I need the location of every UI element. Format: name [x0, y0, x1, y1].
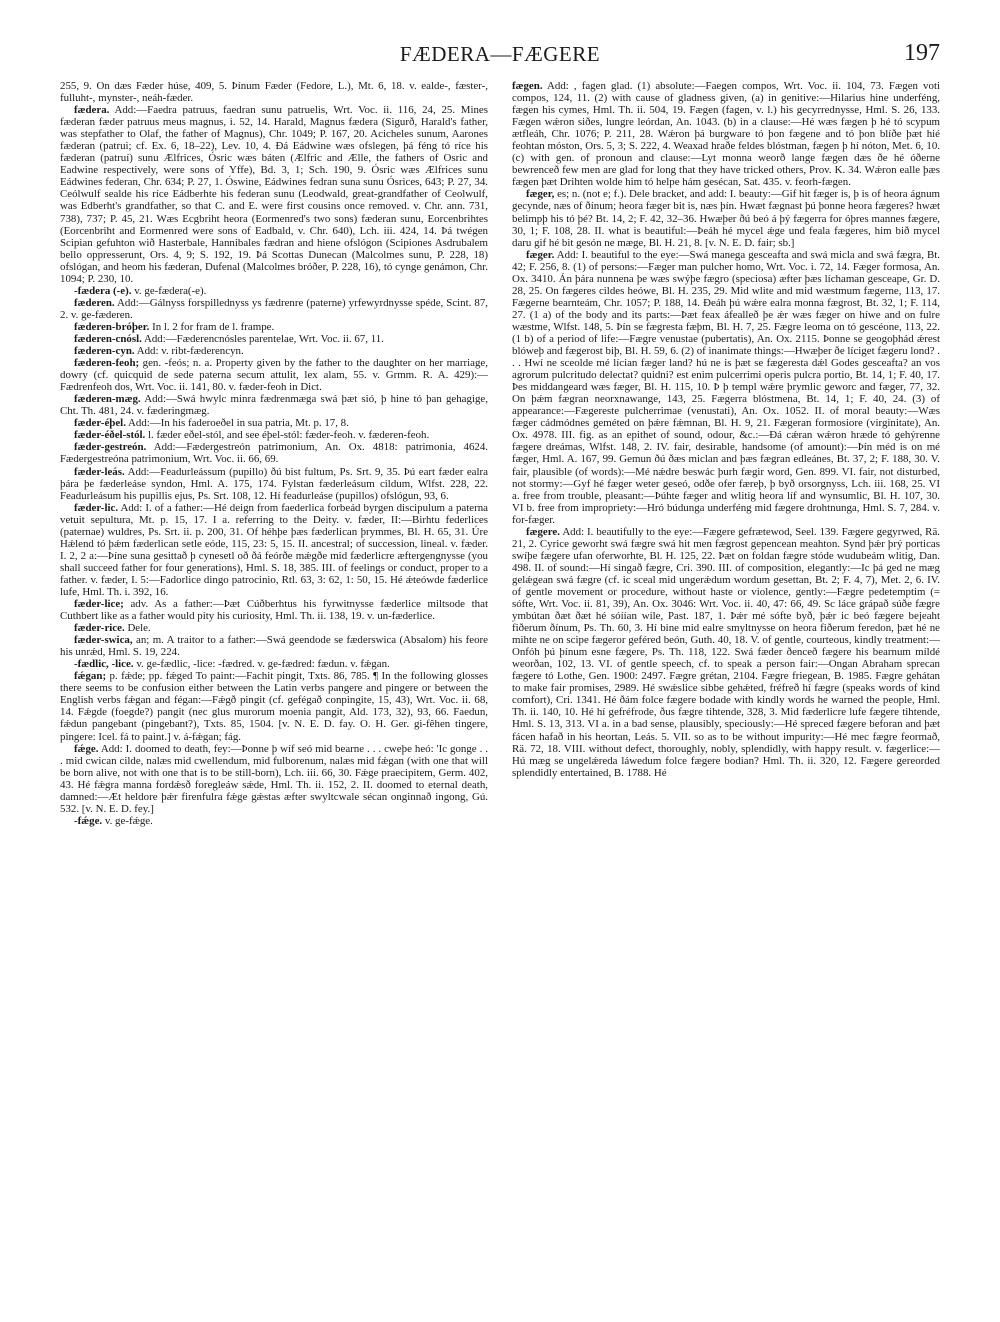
entry-headword: fæderen-cyn. — [74, 345, 135, 358]
dictionary-entry — [512, 188, 940, 248]
text-columns — [60, 80, 940, 1290]
entry-headword: fæderen-cnósl. — [74, 332, 142, 345]
entry-text: Add: v. ribt-fæderencyn. — [136, 345, 244, 358]
entry-text: es; n. (not e; f.). Dele bracket, and add: I. beauty:—Gif hit fæger is, þ is of heora ágnum gecynde, næs of ðínum; heora fæger bit is, næs þín. Hwæt fægnast þú þonne heora fægeres? hwæt belimpþ his tó þé? Bt. 14, 2; F. 42, 32–36. Hwæþer ðú beó á þý fægerra for óþres mannes fægere, 30, 1; F. 108, 28. II. what is beautiful:—Þeáh hé mycel ǽge und feala fægeres, him bið mycel daru gif hé bit gesón ne mæge, Bl. H. 21, 8. [v. N. E. D. fair; sb.] — [512, 188, 940, 249]
entry-headword: fæder-éþel. — [74, 417, 126, 430]
dictionary-entry — [60, 670, 488, 742]
entry-text: v. ge-fædlic, -lice: -fædred. v. ge-fædred: fædun. v. fǽgan. — [136, 658, 390, 671]
entry-headword: fæderen-bróþer. — [74, 320, 150, 333]
entry-headword: fæder-éðel-stól. — [74, 429, 146, 442]
entry-text: Add: I. doomed to death, fey:—Þonne þ wíf seó mid bearne . . . cweþe heó: 'Ic gonge . . . mid cwican cilde, nalæs mid cwellendum, mid fulborenum, nalæs mid fǽgan (with one that will be born alive, not with one that is to be still-born), Lch. iii. 66, 30. Fǽge praecipitem, Germ. 402, 43. Hé fǽgra manna fordǽsð foregleáw sǽde, Hml. Th. ii. 152, 2. II. doomed to eternal death, damned:—Æt heldore þǽr firenfulra fǽge gǽstas æfter swyltcwale sécan onginnað ingong, Gú. 532. [v. N. E. D. fey.] — [60, 742, 488, 815]
dictionary-entry — [60, 321, 488, 333]
entry-headword: fægere. — [526, 525, 560, 538]
entry-headword: -fǽge. — [74, 814, 103, 827]
dictionary-entry — [60, 285, 488, 297]
dictionary-entry — [60, 333, 488, 345]
entry-headword: fæder-leás. — [74, 465, 125, 478]
dictionary-entry — [60, 441, 488, 465]
dictionary-entry — [60, 658, 488, 670]
entry-headword: fæger, — [526, 188, 555, 201]
dictionary-entry — [60, 104, 488, 285]
entry-headword: fæder-swica, — [74, 634, 133, 647]
dictionary-entry — [60, 80, 488, 104]
entry-text: Add:—Swá hwylc minra fædrenmæga swá þæt sió, þ hine tó þan gehagige, Cht. Th. 481, 24. v. fæderingmæg. — [60, 393, 488, 418]
entry-text: 255, 9. On dæs Fæder húse, 409, 5. Þínum Fæder (Fedore, L.), Mt. 6, 18. v. ealde-, fæster-, fulluht-, mynster-, neáh-fæder. — [60, 80, 488, 105]
dictionary-entry — [60, 598, 488, 622]
entry-text: Add: I. beautiful to the eye:—Swá manega gesceafta and swá micla and swá fægra, Bt. 42; F. 256, 8. (1) of persons:—Fæger man pulcher homo, Wrt. Voc. i. 72, 14. Fæger formosa, An. Ox. 3410. Án þára nunnena þe wæs swýþe fægro (speciosa) æfter þæs líchaman gesceape, Gr. D. 28, 25. On fægeres cildes heówe, Bl. H. 235, 29. Mid wlite and mid wæstmum fægerne, 113, 17. Fægerne bearnteám, Chr. 1057; P. 188, 14. Đeáh þú wǽre ealra monna fægrost, Bt. 32, 1; F. 114, 27. (1 a) of the body and its parts:—Þæt feax áfealleð þe ǽr wæs fæger on híwe and on fulre wæstme, Wlfst. 148, 5. Þín se fægresta fæþm, Bl. H. 7, 25. Fægre leoma on tó gescéone, 113, 22. (1 b) of a period of life:—Fægre venustae (pubertatis), An. Ox. 2115. Þonne se geogoþhád ǽrest blóweþ and fægerost biþ, Bl. H. 59, 6. (2) of inanimate things:—Hwæþer ðe líciget fægeru lond? . . . Hwí ne sceolde mé lícian fæger land? hú ne is þæt se fægeresta dǽl Godes gesceafta? an vos agrorum pulcritudo delectat? quidni? est enim pulcerrimi operis pulcra portio, Bt. 14, 1; F. 40, 17. Þes middangeard wæs fæger, Bl. H. 115, 10. Þ þ templ wǽre þrymlic geworc and fæger, 77, 32. On þǽm fægran neorxnawange, 143, 25. Fægerra blóstmena, Bt. 14, 1; F. 40, 24. (3) of appearance:—Fægereste pulcherrimae (venustati), An. Ox. 1052. II. of moral beauty:—Wæs fæger cádmódnes geméted on þǽre fǽmnan, Bl. H. 9, 21. Fægeran formosiore (virginitate), An. Ox. 4978. III. fig. as an epithet of sound, odour, &c.:—Đá cǽran wǽron hræde tó gehýrenne fægere dreámas, Wlfst. 148, 2. IV. fair, desirable, handsome (of amount):—Þín méd is on mé fæger, Hml. A. 167, 99. Gemun ðú ðæs miclan and þæs fægran edleánes, Bt. 37, 2; F. 188, 30. V. fair, plausible (of words):—Mé nǽdre beswác þurh fægir word, Gen. 899. VI. fair, not disturbed, not stormy:—Gyf hé fæger weter geseó, odðe ofer færeþ, þ byð orsorgnyss, Lch. iii. 168, 25. VI a. free from trouble, pleasant:—Þúhte fæger and wlitig heora líf and wynsumlic, Bl. H. 107, 30. VI b. free from impropriety:—Hró búdunga underféng mid fægere drohtnunga, Hml. S. 7, 284. v. for-fæger. — [512, 248, 940, 526]
entry-text: p. fǽde; pp. fǽged To paint:—Fachit pingit, Txts. 86, 785. ¶ In the following glosses there seems to be confusion either between the Latin verbs pangere and pingere or between the English verbs fǽgan and fégan:—Fǽgð pingit (cf. gefégað conpingite, 15, 43), Wrt. Voc. ii. 68, 14. Fǽgde (foegde?) pangit (nec glus murorum moenia pangit, Ald. 173, 32), 93, 66. Faedun, fǽdun pangebant (pingebant?), Txts. 85, 1504. [v. N. E. D. fay. O. H. Ger. gi-fêhen tingere, pingere: Icel. fá to paint.] v. á-fǽgan; fág. — [60, 670, 488, 743]
dictionary-entry — [60, 815, 488, 827]
dictionary-entry — [60, 345, 488, 357]
entry-headword: fǽge. — [74, 742, 99, 755]
dictionary-entry — [60, 466, 488, 502]
dictionary-entry — [60, 393, 488, 417]
entry-text: Add:—Fæderencnósles parentelae, Wrt. Voc. ii. 67, 11. — [143, 332, 384, 345]
entry-text: Add:—Feadurleássum (pupillo) ðú bist fultum, Ps. Srt. 9, 35. Þú eart fæder ealra þára þe fæderleáse syndon, Hml. A. 175, 174. Fylstan fæderleásum cildum, Wlfst. 228, 22. Feadurleásum his pupillis ejus, Ps. Srt. 108, 12. Hí feadurleáse (pupillos) ofslógun, 93, 6. — [60, 465, 488, 502]
dictionary-entry — [512, 249, 940, 526]
entry-text: Add:—Faedra patruus, faedran sunu patruelis, Wrt. Voc. ii. 116, 24, 25. Mines fæderan fæder patruus meus magnus, i. 52, 14. Harald, Magnus fædera (Sigurð, Harald's father, was stepfather to Olaf, the father of Magnus), Chr. 1049; P. 167, 20. Acicheles sunum, Aarones fæderan (patrui; cf. Ex. 6, 18–22), Lev. 10, 4. Đá Eádwine wæs ofslegen, þá féng tó ríce his fæderan (patruí) sunu Ælfrices, Ósric wæs báten (Ælfric and Ælle, the fathers of Osric and Eadwine respectively, were sons of Yffe), Bd. 3, 1; Sch. 190, 9. Ósric wæs Ælfrices sunu Eádwines federan, Chr. 634; P. 27, 1. Óswine, Eádwines fedran suna sunu Ósrices, 643; P. 27, 34. Ceólwulf sealde his ríce Eádberhte his federan sunu (Leodwald, great-grandfather of Ceolwulf, was Edberht's grandfather, so that C. and E. were first cousins once removed. v. Chr. ann. 731, 738), 737; P. 45, 21. Wæs Ecgbriht heora (Eormenred's two sons) fæderan sunu, Eorcenbrihtes (Eorcenbriht and Eormenred were sons of Eadbald, v. Chr. 640), Lch. iii. 424, 14. Þá twégen Scipian gefuhton wið Hasterbale, Hannibales fædran and hiene ofslógon (Scipiones Asdrubalem bello oppresserunt, Ors. 4, 9; S. 192, 19. Þá Scottas Dunecan (Malcolmes sunu, P. 228, 18) ofslógan, and heom his fæderan, Dufenal (Malcolmes bróðer, P. 228, 16), tó cynge genámon, Chr. 1094; P. 230, 10. — [60, 104, 488, 285]
dictionary-entry — [60, 357, 488, 393]
entry-headword: fæder-lic. — [74, 501, 119, 514]
entry-text: v. ge-fǽge. — [104, 814, 153, 827]
dictionary-entry — [60, 417, 488, 429]
entry-headword: fǽgan; — [74, 670, 107, 683]
entry-headword: fæderen. — [74, 296, 115, 309]
entry-text: Add: I. of a father:—Hé deign from faederlica forbeád byrgen discipulum a paterna vetuit sepultura, Mt. p. 15, 17. I a. referring to the Deity. v. fæder, II:—Birhtu federlices (paternae) wuldres, Ps. Srt. ii. p. 200, 31. Of héhþe þæs fæderlican þrymmes, Bl. H. 65, 31. Úre Hǽlend tó þǽm fæderlican setle eóde, 115, 23: 5, 15. II. ancestral; of succession, lineal. v. fæder. I. 2, 2 a:—Þíne suna gesittað þ cynesetl oð ðá feórðe mǽgðe mid fæderlicre æftergengnysse (you shall succeed father for four generations), Hml. S. 18, 385. III. of feelings or conduct, proper to a father. v. fæder, I. 5:—Fadorlice dingo patrocinio, Rtl. 63, 3: 62, 1: 50, 15. Hé ǽteówde fæderlice lufe, Hml. Th. i. 392, 16. — [60, 501, 488, 598]
left-column — [60, 80, 488, 1290]
entry-headword: fæger. — [526, 248, 555, 261]
dictionary-entry — [60, 743, 488, 815]
dictionary-entry — [512, 80, 940, 188]
entry-headword: fædera. — [74, 104, 110, 117]
dictionary-entry — [60, 634, 488, 658]
right-column — [512, 80, 940, 1290]
dictionary-entry — [60, 429, 488, 441]
entry-text: Add:—In his faderoeðel in sua patria, Mt. p. 17, 8. — [128, 417, 349, 430]
entry-text: gen. -feós; n. a. Property given by the father to the daughter on her marriage, dowry (cf. quicquid de sede paterna secum attulit, lex alam, 55. v. Grmm. R. A. 429):—Fædrenfeoh dos, Wrt. Voc. ii. 141, 80. v. fæder-feoh in Dict. — [60, 357, 488, 394]
entry-headword: fæderen-feoh; — [74, 357, 140, 370]
entry-text: In l. 2 for fram de l. frampe. — [152, 320, 275, 333]
page-number: 197 — [904, 40, 940, 66]
entry-text: v. ge-fædera(-e). — [134, 284, 207, 297]
dictionary-entry — [60, 622, 488, 634]
entry-text: Add:—Gálnyss forspillednyss ys fædrenre (paterne) yrfewyrdnysse spéde, Scint. 87, 2. v. ge-fæderen. — [60, 296, 488, 321]
dictionary-entry — [60, 502, 488, 598]
entry-headword: fægen. — [512, 80, 543, 92]
entry-text: l. fæder eðel-stól, and see éþel-stól: fæder-feoh. v. fæderen-feoh. — [148, 429, 430, 442]
entry-text: adv. As a father:—Þæt Cúðberhtus his fyrwitnysse fæderlice miltsode that Cuthbert like as a father would pity his curiosity, Hml. Th. ii. 138, 19. v. un-fæderlice. — [60, 598, 488, 623]
entry-text: Add: , fagen glad. (1) absolute:—Faegen compos, Wrt. Voc. ii. 104, 73. Fægen voti compos, 124, 11. (2) with cause of gladness given, (a) in genitive:—Hilarius hine underféng, fægen his cymes, Hml. Th. ii. 504, 19. Fægen (fagen, v. l.) his gecyrrednysse, Hml. S. 26, 133. Fægen wǽron siðes, lungre leórdan, An. 1043. (b) in a clause:—Hé wæs fægen þ hé tó scypum ætfleáh, Chr. 1076; P. 211, 28. Wǽron þá burgware tó þon fægene and tó þon blíðe þæt hié feohtan móston, Ors. 5, 3; S. 222, 4. Weaxad hraðe feldes blóstman, fægen þ hí nóton, Met. 6, 10. (c) with gen. of pronoun and clause:—Lyt monna weorð lange fægen dæs ðe hé óðerne bewrenceð few men are glad for long that they have tricked others, Prov. K. 34. Wǽron ealle þæs fægen þæt Drihten wolde him tó helpe hám gesécan, Sat. 435. v. feorh-fægen. — [512, 80, 940, 189]
entry-headword: fæder-lice; — [74, 598, 124, 611]
running-title: FÆDERA—FÆGERE — [399, 42, 601, 66]
entry-text: Dele. — [127, 622, 151, 635]
running-head — [60, 40, 940, 80]
entry-text: Add: I. beautifully to the eye:—Fægere gefrætewod, Seel. 139. Fægere gegyrwed, Rä. 21, 2. Cyrice geworht swá fægre swá hit men fægrost gepencean meahton. Synd þǽr þrý porticas swíþe fægere ufan oferworhte, Bl. H. 125, 22. Þæt on foldan fægre stóde wudubeám wlitig, Dan. 498. II. of sound:—Hí singað fægre, Cri. 390. III. of composition, elegantly:—Ic þá ged ne mæg gelǽgean swá fægre (cf. ic sceal mid ungerǽdum wordum gesettan, Bt. 2; F. 4, 7), Met. 2, 6. IV. of gentle movement or procedure, without haste or violence, gently:—Fægre pedetemptim (= sófte, Wrt. Voc. ii. 81, 39), An. Ox. 3046: Wrt. Voc. ii. 40, 47: 66, 49. Sc láce grápað súðe fægre ymbútan ðæt ðæt hé sóíían wile, Past. 187, 1. Þǽr mé sófte byð, þǽr ic beó fægere bejeaht fiðerum ðínum, Ps. Th. 60, 3. Hí bine mid ealre smyltnysse on heora fiðerum feredon, þæt hé ne mihte ne on scipe fægeror geféred beón, Guth. 40, 18. V. of gentle, courteous, kindly treatment:—Onfóh þú þínum esne fægere, Ps. Th. 118, 122. Swá fæder ðenceð fægere his bearnum míldé weorðan, 102, 13. VI. of gentle speech, cf. to speak a person fair:—Ongan Abraham sprecan fægere tó Lothe, Gen. 1900: 2497. Fægre grétan, 2104. Fægre friegean, B. 1985. Fægre gehátan to make fair promises, 2989. Hé swǽslice sibbe gehǽted, fréfreð hí fægre (speaks words of kind comfort), Cri. 1341. Hé ðám folce fægere bodade with kindly words he warned the people, Hml. Th. ii. 140, 10. Hé hí gefréfrode, ðus fægre tihtende, 328, 3. Mid fæderlicre lufe fægere tihtende, Hml. S. 13, 313. VI a. in a bad sense, plausibly, speciously:—Hé spreced fægere beforan and þæt fácen hafað in his heortan, Leás. 5. VII. so as to be without impurity:—Hé mec fægre feormað, Rä. 72, 18. VIII. without defect, thoroughly, nobly, splendidly, with happy result. v. fægerlice:—Hú mæg se ungelǽreda láwedum folce fægere bodian? Hml. Th. ii. 320, 12. Fægere gereorded splendidly entertained, B. 1788. Hé — [512, 525, 940, 779]
dictionary-entry — [512, 526, 940, 779]
entry-text: Add:—Fædergestreón patrimonium, An. Ox. 4818: patrimonia, 4624. Fædergestreóna patrimonium, Wrt. Voc. ii. 66, 69. — [60, 441, 488, 466]
entry-headword: fæder-rice. — [74, 622, 125, 635]
entry-headword: fæderen-mæg. — [74, 393, 141, 406]
entry-headword: fæder-gestreón. — [74, 441, 147, 454]
entry-headword: -fædera (-e). — [74, 284, 132, 297]
entry-text: an; m. A traitor to a father:—Swá geendode se fæderswica (Absalom) his feore his unrǽd, Hml. S. 19, 224. — [60, 634, 488, 659]
dictionary-entry — [60, 297, 488, 321]
entry-headword: -fædlic, -lice. — [74, 658, 134, 671]
